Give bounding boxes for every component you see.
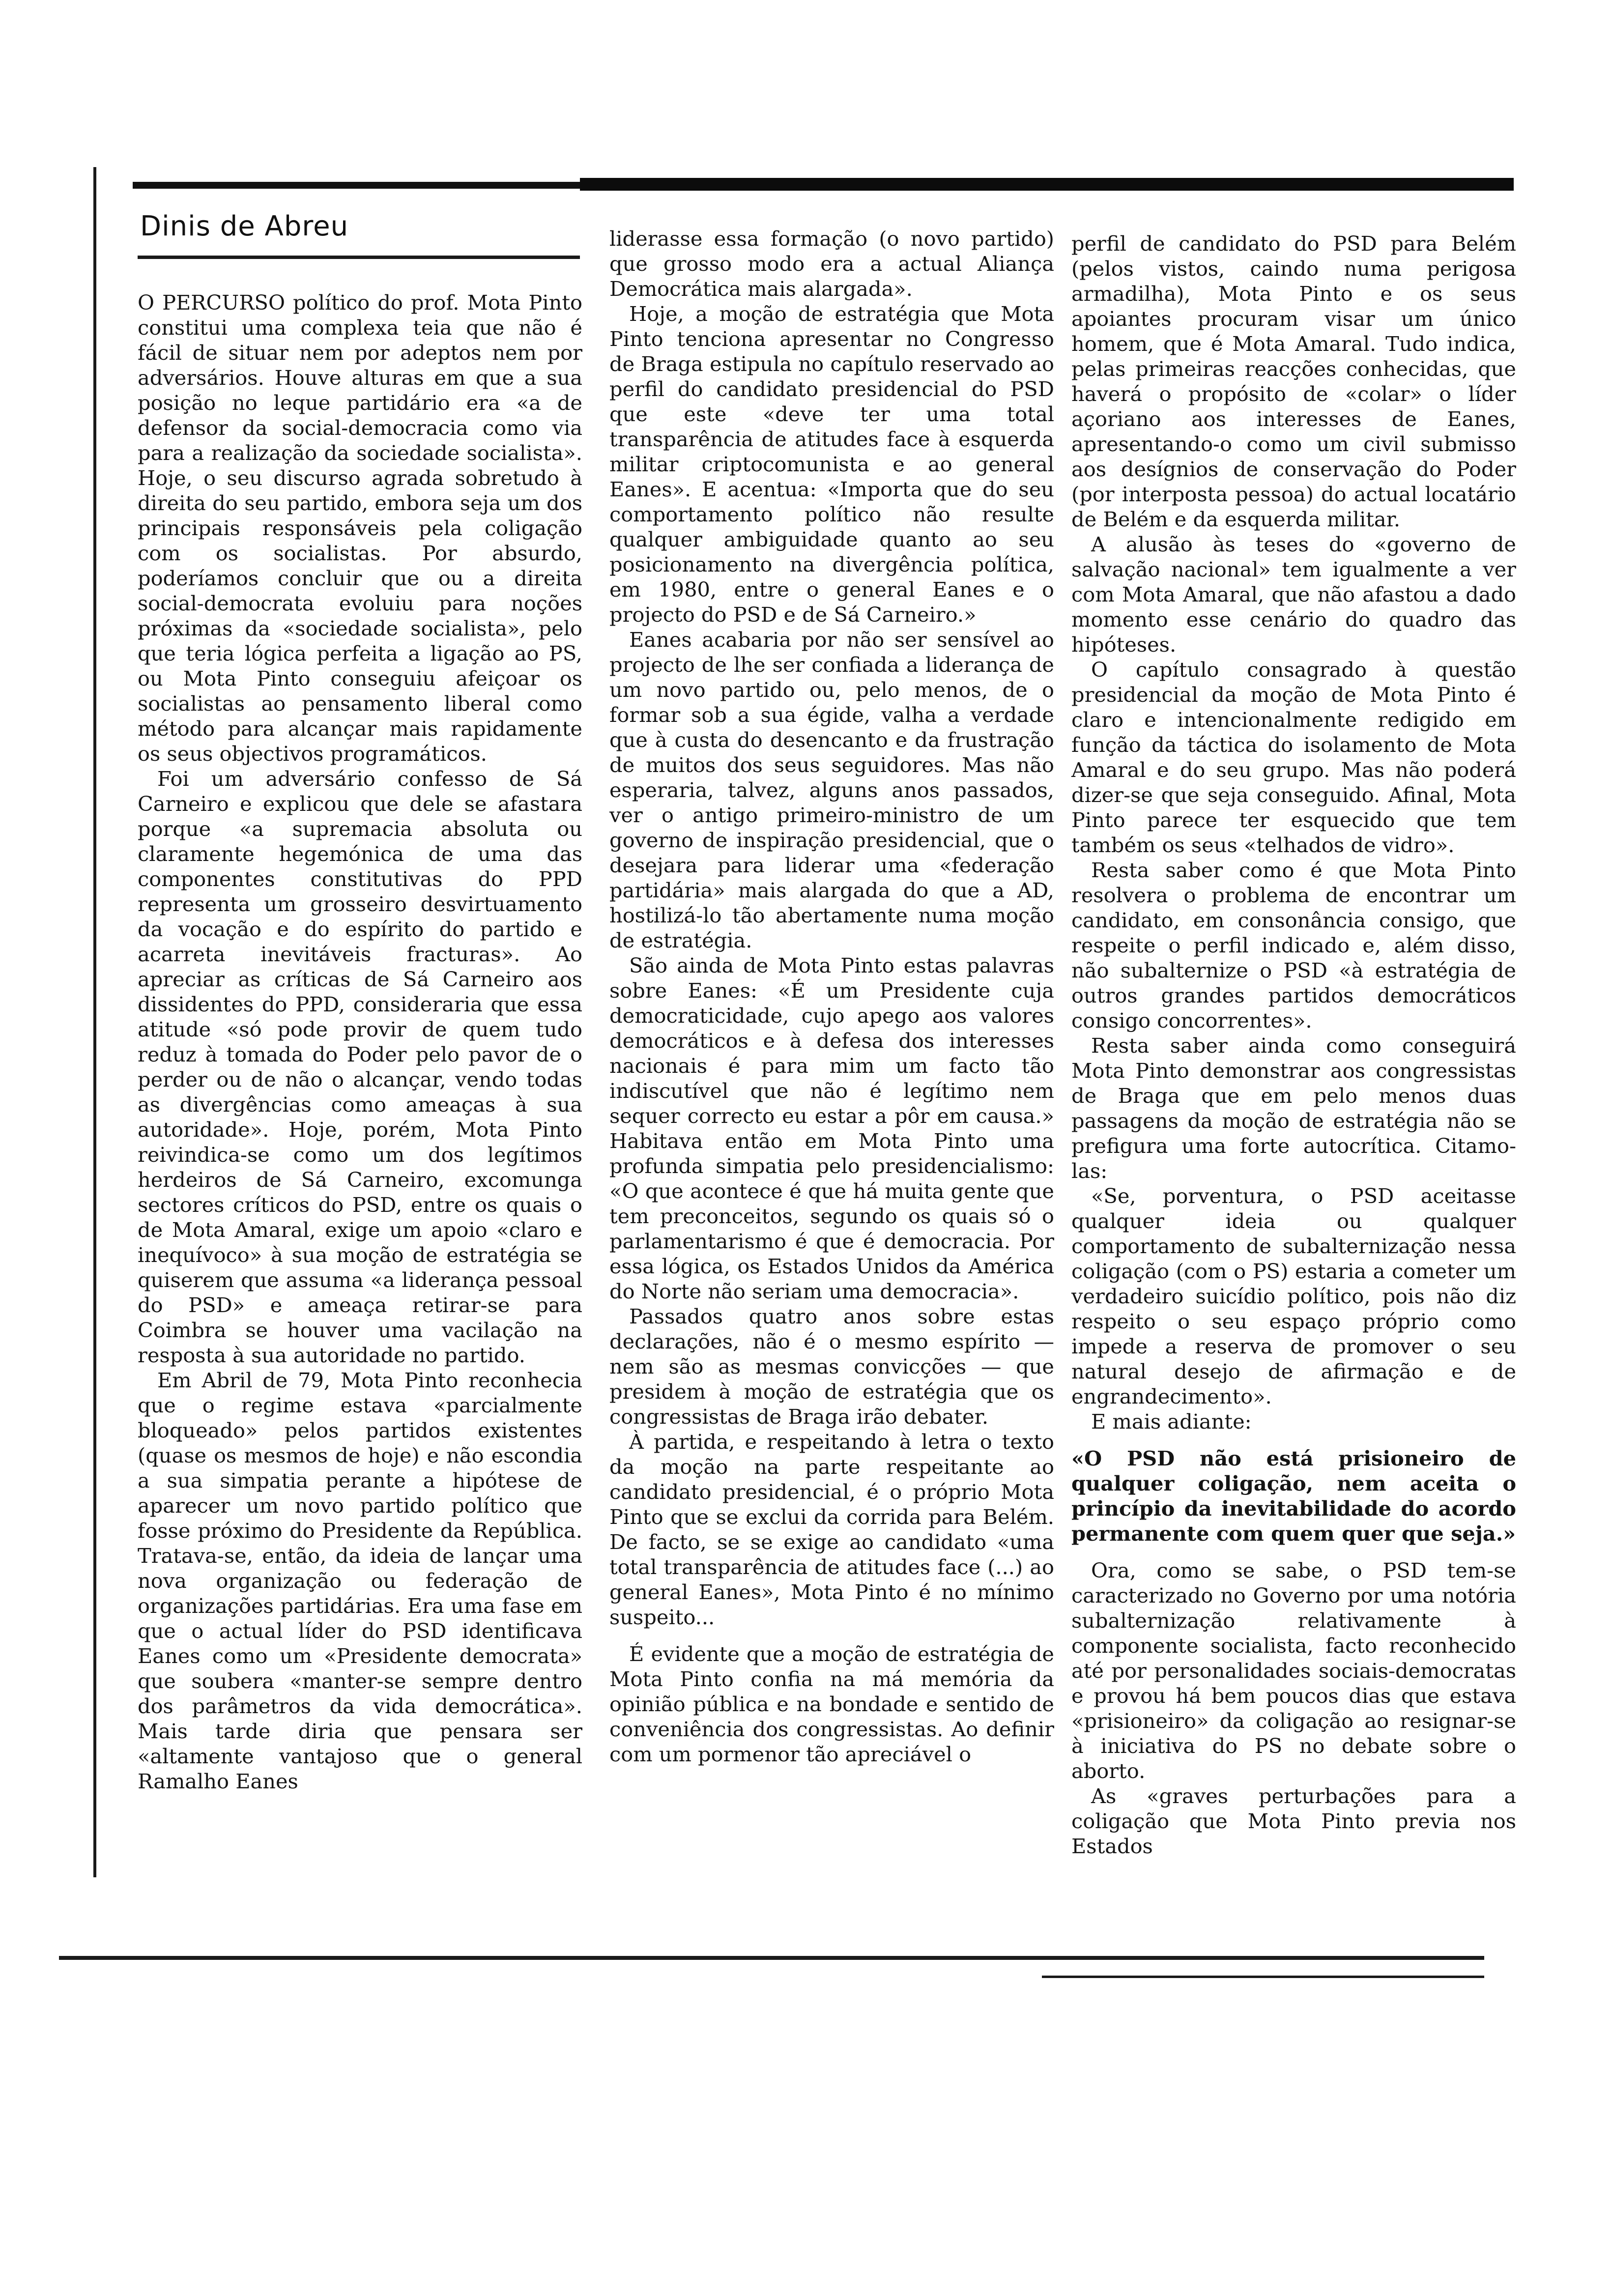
paragraph: E mais adiante:	[1091, 1409, 1252, 1434]
left-margin-rule	[93, 167, 96, 1877]
paragraph: Hoje, a moção de estratégia que Mota Pinto tenciona apresentar no Congresso de Braga estipula no capítulo reservado ao perfil do candidato presidencial do PSD que este «deve ter uma total transparência de atitudes face à esquerda militar criptocomunista e ao general Eanes». E acentua: «Importa que do seu comportamento político não resulte qualquer ambiguidade quanto ao seu posicionamento na divergência política, em 1980, entre o general Eanes e o projecto do PSD e de Sá Carneiro.»	[609, 302, 1054, 627]
footer-rule	[59, 1956, 1484, 1960]
article-column-3	[1071, 231, 1516, 1859]
paragraph: Ora, como se sabe, o PSD tem-se caracterizado no Governo por uma notória subalternização relativamente à componente socialista, facto reconhecido até por personalidades sociais-democratas e provou há bem poucos dias que estava «prisioneiro» da coligação ao resignar-se à iniciativa do PS no debate sobre o aborto.	[1071, 1558, 1516, 1783]
article-column-1	[138, 290, 582, 1794]
byline-underline	[138, 256, 580, 259]
article-column-2	[609, 226, 1054, 1767]
header-rule-heavy	[580, 178, 1514, 191]
byline: Dinis de Abreu	[140, 210, 349, 242]
paragraph: Eanes acabaria por não ser sensível ao projecto de lhe ser confiada a liderança de um novo partido ou, pelo menos, de o formar sob a sua égide, valha a verdade que à custa do desencanto e da frustração de muitos dos seus seguidores. Mas não esperaria, talvez, alguns anos passados, ver o antigo primeiro-ministro de um governo de inspiração presidencial, que o desejara para liderar uma «federação partidária» mais alargada do que a AD, hostilizá-lo tão abertamente numa moção de estratégia.	[609, 628, 1054, 952]
paragraph: As «graves perturbações para a coligação que Mota Pinto previa nos Estados	[1071, 1784, 1516, 1858]
paragraph: São ainda de Mota Pinto estas palavras sobre Eanes: «É um Presidente cuja democraticidade, cujo apego aos valores democráticos e à defesa dos interesses nacionais é para mim um facto tão indiscutível que não é legítimo nem sequer correcto eu estar a pôr em causa.» Habitava então em Mota Pinto uma profunda simpatia pelo presidencialismo: «O que acontece é que há muita gente que tem preconceitos, segundo os quais só o parlamentarismo é que é democracia. Por essa lógica, os Estados Unidos da América do Norte não seriam uma democracia».	[609, 953, 1054, 1303]
paragraph: Em Abril de 79, Mota Pinto reconhecia que o regime estava «parcialmente bloqueado» pelos partidos existentes (quase os mesmos de hoje) e não escondia a sua simpatia perante a hipótese de aparecer um novo partido político que fosse próximo do Presidente da República. Tratava-se, então, da ideia de lançar uma nova organização ou federação de organizações partidárias. Era uma fase em que o actual líder do PSD identificava Eanes como um «Presidente democrata» que soubera «manter-se sempre dentro dos parâmetros da vida democrática». Mais tarde diria que pensara ser «altamente vantajoso que o general Ramalho Eanes	[138, 1368, 582, 1793]
pull-quote: «O PSD não está prisioneiro de qualquer coligação, nem aceita o princípio da inevitabilidade do acordo permanente com quem quer que seja.»	[1071, 1446, 1516, 1546]
paragraph: É evidente que a moção de estratégia de Mota Pinto confia na má memória da opinião pública e na bondade e sentido de conveniência dos congressistas. Ao definir com um pormenor tão apreciável o	[609, 1642, 1054, 1766]
paragraph: «Se, porventura, o PSD aceitasse qualquer ideia ou qualquer comportamento de subalternização nessa coligação (com o PS) estaria a cometer um verdadeiro suicídio político, pois não diz respeito o seu espaço próprio como impede a reserva de promover o seu natural desejo de afirmação e de engrandecimento».	[1071, 1184, 1516, 1408]
paragraph: À partida, e respeitando à letra o texto da moção na parte respeitante ao candidato presidencial, é o próprio Mota Pinto que se exclui da corrida para Belém. De facto, se se exige ao candidato «uma total transparência de atitudes face (...) ao general Eanes», Mota Pinto é no mínimo suspeito...	[609, 1430, 1054, 1629]
paragraph: O PERCURSO político do prof. Mota Pinto constitui uma complexa teia que não é fácil de situar nem por adeptos nem por adversários. Houve alturas em que a sua posição no leque partidário era «a de defensor da social-democracia como via para a realização da sociedade socialista». Hoje, o seu discurso agrada sobretudo à direita do seu partido, embora seja um dos principais responsáveis pela coligação com os socialistas. Por absurdo, poderíamos concluir que ou a direita social-democrata evoluiu para noções próximas da «sociedade socialista», pelo que teria lógica perfeita a ligação ao PS, ou Mota Pinto conseguiu afeiçoar os socialistas ao pensamento liberal como método para alcançar mais rapidamente os seus objectivos programáticos.	[138, 290, 582, 766]
paragraph: A alusão às teses do «governo de salvação nacional» tem igualmente a ver com Mota Amaral, que não afastou a dado momento esse cenário do quadro das hipóteses.	[1071, 532, 1516, 657]
footer-rule-short	[1042, 1976, 1484, 1978]
paragraph: Resta saber ainda como conseguirá Mota Pinto demonstrar aos congressistas de Braga que em pelo menos duas passagens da moção de estratégia não se prefigura uma forte autocrítica. Citamo-las:	[1071, 1033, 1516, 1183]
paragraph: O capítulo consagrado à questão presidencial da moção de Mota Pinto é claro e intencionalmente redigido em função da táctica do isolamento de Mota Amaral e do seu grupo. Mas não poderá dizer-se que seja conseguido. Afinal, Mota Pinto parece ter esquecido que tem também os seus «telhados de vidro».	[1071, 658, 1516, 857]
paragraph: Foi um adversário confesso de Sá Carneiro e explicou que dele se afastara porque «a supremacia absoluta ou claramente hegemónica de uma das componentes constitutivas do PPD representa um grosseiro desvirtuamento da vocação e do espírito do partido e acarreta inevitáveis fracturas». Ao apreciar as críticas de Sá Carneiro aos dissidentes do PPD, consideraria que essa atitude «só pode provir de quem tudo reduz à tomada do Poder pelo pavor de o perder ou de não o alcançar, vendo todas as divergências como ameaças à sua autoridade». Hoje, porém, Mota Pinto reivindica-se como um dos legítimos herdeiros de Sá Carneiro, excomunga sectores críticos do PSD, entre os quais o de Mota Amaral, exige um apoio «claro e inequívoco» à sua moção de estratégia se quiserem que assuma «a liderança pessoal do PSD» e ameaça retirar-se para Coimbra se houver uma vacilação na resposta à sua autoridade no partido.	[138, 767, 582, 1367]
paragraph: liderasse essa formação (o novo partido) que grosso modo era a actual Aliança Democrática mais alargada».	[609, 227, 1054, 301]
paragraph: Passados quatro anos sobre estas declarações, não é o mesmo espírito — nem são as mesmas convicções — que presidem à moção de estratégia que os congressistas de Braga irão debater.	[609, 1304, 1054, 1429]
paragraph: perfil de candidato do PSD para Belém (pelos vistos, caindo numa perigosa armadilha), Mota Pinto e os seus apoiantes procuram visar um único homem, que é Mota Amaral. Tudo indica, pelas primeiras reacções conhecidas, que haverá o propósito de «colar» o líder açoriano aos interesses de Eanes, apresentando-o como um civil submisso aos desígnios de conservação do Poder (por interposta pessoa) do actual locatário de Belém e da esquerda militar.	[1071, 231, 1516, 531]
paragraph: Resta saber como é que Mota Pinto resolvera o problema de encontrar um candidato, em consonância consigo, que respeite o perfil indicado e, além disso, não subalternize o PSD «à estratégia de outros grandes partidos democráticos consigo concorrentes».	[1071, 858, 1516, 1033]
